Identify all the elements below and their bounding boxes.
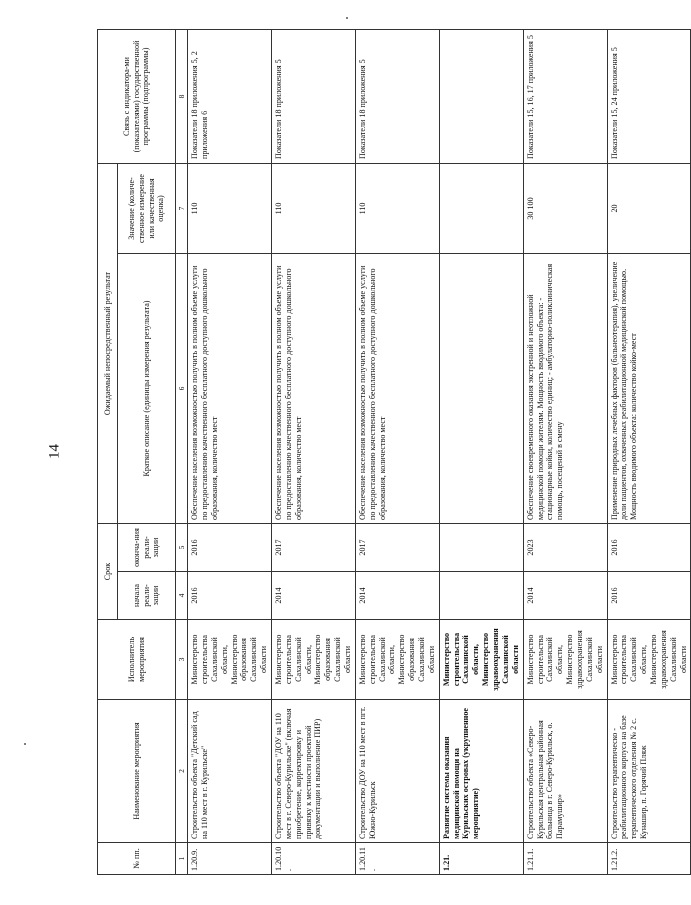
row-desc: Обеспечение населения возможностью получить в полном объеме услуги по предоставлению качественного бесплатного доступного дошкольного образования, количество мест <box>355 254 439 524</box>
row-link <box>439 30 523 164</box>
row-end: 2016 <box>607 524 691 572</box>
header-result-group: Ожидаемый непосредственный результат <box>98 164 118 524</box>
row-end: 2023 <box>523 524 607 572</box>
scan-speck <box>346 17 348 19</box>
row-num: 1.21.2. <box>607 843 691 875</box>
row-name: Строительство объекта "ДОУ на 110 мест в г. Северо-Курильске" (включая приобретение, корректировку и привязку к местности проектной документации и выполнение ПИР) <box>272 700 356 843</box>
row-start <box>439 572 523 620</box>
row-num: 1.20.9. <box>188 843 272 875</box>
row-start: 2014 <box>355 572 439 620</box>
column-number: 7 <box>176 164 188 254</box>
scan-speck <box>24 743 26 745</box>
row-value: 110 <box>272 164 356 254</box>
table-header <box>98 30 188 875</box>
row-desc: Обеспечение своевременного оказания экстренной и неотложной медицинской помощи жителям. Мощность вводимого объекта: - стационарные койки, количество единиц; - амбулаторно-поликлиническая помощь, посещений в смену <box>523 254 607 524</box>
row-name: Развитие системы оказания медицинской помощи на Курильских островах (укрупненное мероприятие) <box>439 700 523 843</box>
row-link: Показатели 18 приложения 5 <box>355 30 439 164</box>
column-number: 2 <box>176 700 188 843</box>
row-name: Строительство объекта «Северо-Курильская центральная районная больница в г. Северо-Курильск, о. Парамушир» <box>523 700 607 843</box>
row-end <box>439 524 523 572</box>
row-executor: Министерство строительства Сахалинской области, Министерство здравоохранения Сахалинской области <box>523 620 607 700</box>
row-end: 2017 <box>355 524 439 572</box>
row-name: Строительство ДОУ на 110 мест в пгт. Южно-Курильск <box>355 700 439 843</box>
header-num: № пп. <box>98 843 176 875</box>
column-number: 3 <box>176 620 188 700</box>
table-row <box>607 30 691 875</box>
measures-table <box>97 29 691 875</box>
row-link: Показатели 15, 24 приложения 5 <box>607 30 691 164</box>
page-number: 14 <box>46 444 63 459</box>
table-row <box>439 30 523 875</box>
column-number: 8 <box>176 30 188 164</box>
row-name: Строительство объекта "Детский сад на 110 мест в г. Курильске" <box>188 700 272 843</box>
row-executor: Министерство строительства Сахалинской области, Министерство здравоохранения Сахалинской области <box>607 620 691 700</box>
column-number-row <box>176 30 188 875</box>
header-link: Связь с индикатора-ми (показателями) государственной программы (подпрограммы) <box>98 30 176 164</box>
table-row <box>355 30 439 875</box>
row-value: 30 100 <box>523 164 607 254</box>
column-number: 4 <box>176 572 188 620</box>
column-number: 1 <box>176 843 188 875</box>
row-executor: Министерство строительства Сахалинской области, Министерство здравоохранения Сахалинской области <box>439 620 523 700</box>
table-row <box>523 30 607 875</box>
row-value: 110 <box>355 164 439 254</box>
header-term-start: начала реали-зации <box>118 572 176 620</box>
header-executor: Исполнитель мероприятия <box>98 620 176 700</box>
row-end: 2016 <box>188 524 272 572</box>
header-term-end: оконча-ния реали-зации <box>118 524 176 572</box>
header-result-desc: Краткое описание (единицы измерения результата) <box>118 254 176 524</box>
column-number: 5 <box>176 524 188 572</box>
row-desc: Обеспечение населения возможностью получить в полном объеме услуги по предоставлению качественного бесплатного доступного дошкольного образования, количество мест <box>188 254 272 524</box>
row-value <box>439 164 523 254</box>
row-num: 1.21. <box>439 843 523 875</box>
row-name: Строительство терапевтическо - реабилитационного корпуса на базе терапевтического отделения № 2 с. Кунашир, п. Горячий Пляж <box>607 700 691 843</box>
table-row <box>188 30 272 875</box>
row-num: 1.20.11. <box>355 843 439 875</box>
row-desc <box>439 254 523 524</box>
rotated-table-frame <box>97 30 688 875</box>
column-number: 6 <box>176 254 188 524</box>
row-value: 20 <box>607 164 691 254</box>
table-row <box>272 30 356 875</box>
row-start: 2016 <box>188 572 272 620</box>
row-executor: Министерство строительства Сахалинской области, Министерство образования Сахалинской области <box>355 620 439 700</box>
row-value: 110 <box>188 164 272 254</box>
row-start: 2014 <box>272 572 356 620</box>
row-desc: Применение природных лечебных факторов (бальнеотерапия), увеличение доли пациентов, охваченных реабилитационной медицинской помощью. Мощность вводимого объекта: количество койко-мест <box>607 254 691 524</box>
header-term-group: Срок <box>98 524 118 620</box>
row-link: Показатели 15, 16, 17 приложения 5 <box>523 30 607 164</box>
table-body <box>188 30 691 875</box>
row-link: Показатели 18 приложения 5 <box>272 30 356 164</box>
row-executor: Министерство строительства Сахалинской области, Министерство образования Сахалинской области <box>272 620 356 700</box>
row-num: 1.20.10. <box>272 843 356 875</box>
row-num: 1.21.1. <box>523 843 607 875</box>
header-name: Наименование мероприятия <box>98 700 176 843</box>
row-start: 2016 <box>607 572 691 620</box>
row-executor: Министерство строительства Сахалинской области, Министерство образования Сахалинской области <box>188 620 272 700</box>
row-start: 2014 <box>523 572 607 620</box>
row-desc: Обеспечение населения возможностью получить в полном объеме услуги по предоставлению качественного бесплатного доступного дошкольного образования, количество мест <box>272 254 356 524</box>
row-link: Показатели 18 приложения 5, 2 приложения 6 <box>188 30 272 164</box>
row-end: 2017 <box>272 524 356 572</box>
header-result-value: Значение (количе-ственное измерение или качественная оценка) <box>118 164 176 254</box>
